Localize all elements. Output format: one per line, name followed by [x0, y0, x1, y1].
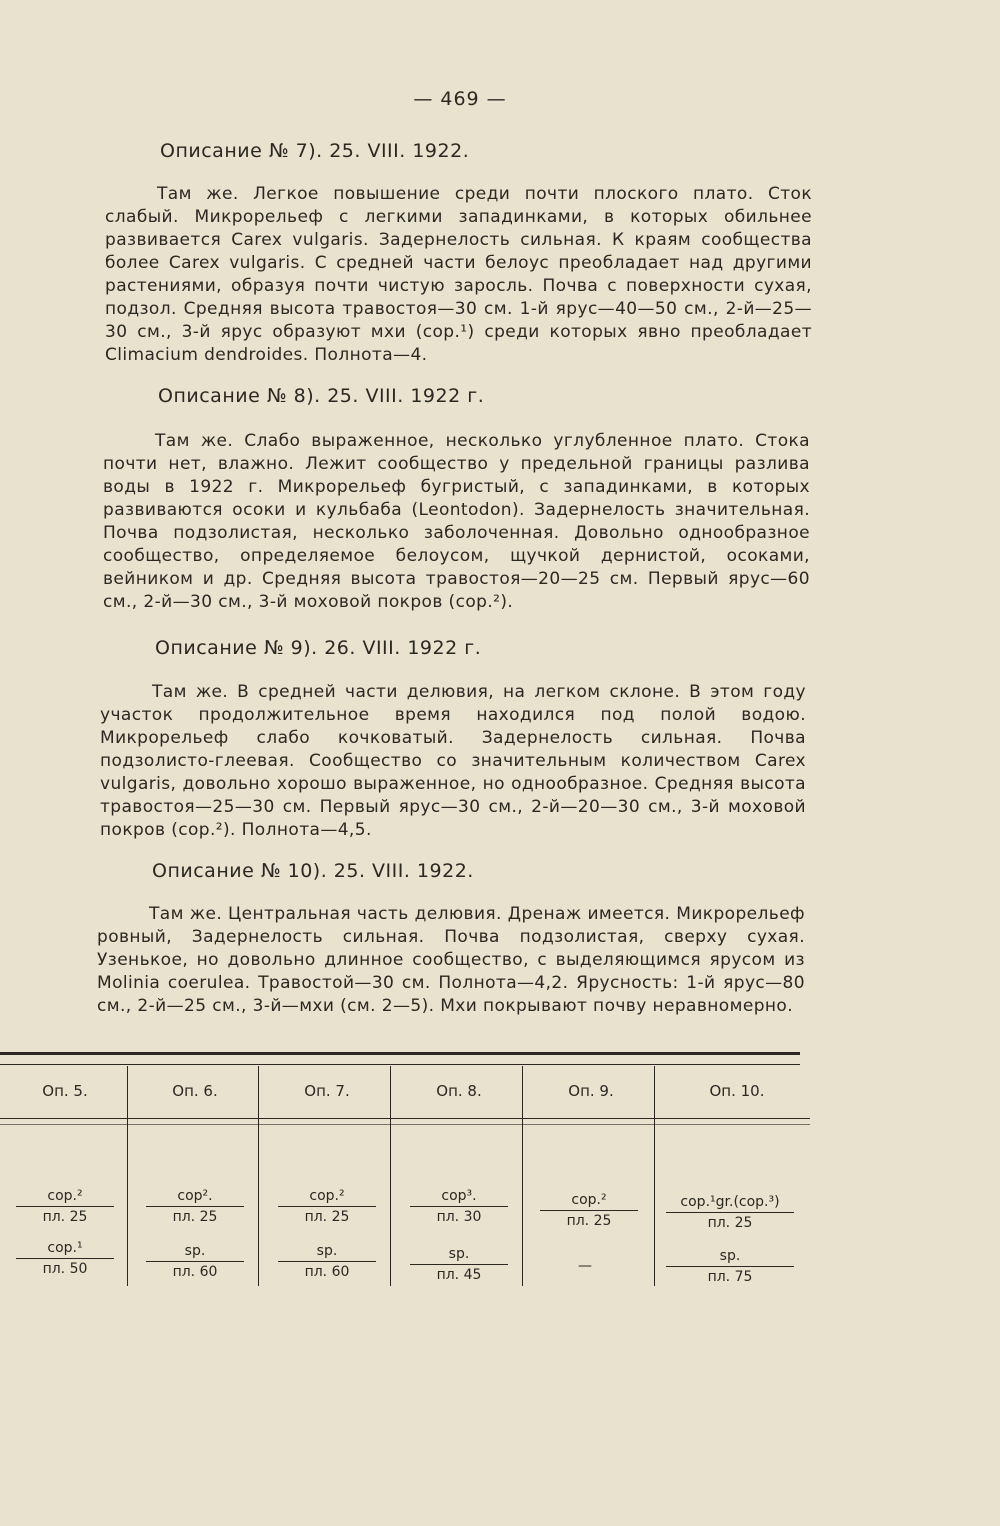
empty-cell-dash: — — [578, 1258, 592, 1274]
description-heading: Описание № 8). 25. VIII. 1922 г. — [158, 385, 485, 407]
cell-coverage: пл. 75 — [707, 1269, 753, 1285]
table-top-rule — [0, 1052, 800, 1055]
column-header: Оп. 8. — [436, 1082, 482, 1100]
cell-abundance: cop.² — [571, 1192, 607, 1208]
table-cell — [394, 1188, 524, 1225]
description-text: Там же. В средней части делювия, на легком склоне. В этом году участок продолжительное время находился под полой водою. Микрорельеф слабо кочковатый. Задернелость сильная. Почва подзолисто-глеевая. Сообщество со значительным количеством Carex vulgaris, довольно хорошо выраженное, но однообразное. Средняя высота травостоя—25—30 см. Первый ярус—30 см., 2-й—20—30 см., 3-й моховой покров (сор.²). Полнота—4,5. — [100, 682, 806, 840]
cell-abundance: sp. — [448, 1246, 470, 1262]
description-text: Там же. Центральная часть делювия. Дренаж имеется. Микрорельеф ровный, Задернелость сильная. Почва подзолистая, сверху сухая. Узенькое, но довольно длинное сообщество, с выделяющимся ярусом из Molinia coerulea. Травостой—30 см. Полнота—4,2. Ярусность: 1-й ярус—80 см., 2-й—25 см., 3-й—мхи (см. 2—5). Мхи покрывают почву неравномерно. — [97, 904, 805, 1016]
description-text: Там же. Слабо выраженное, несколько углубленное плато. Стока почти нет, влажно. Лежит сообщество у предельной границы разлива воды в 1922 г. Микрорельеф бугристый, с западинками, в которых развиваются осоки и кульбаба (Leontodon). Задернелость значительная. Почва подзолистая, несколько заболоченная. Довольно однообразное сообщество, определяемое белоусом, щучкой дернистой, осоками, вейником и др. Средняя высота травостоя—20—25 см. Первый ярус—60 см., 2-й—30 см., 3-й моховой покров (сор.²). — [103, 431, 810, 612]
description-heading: Описание № 9). 26. VIII. 1922 г. — [155, 637, 482, 659]
table-cell — [262, 1243, 392, 1280]
table-cell — [262, 1188, 392, 1225]
cell-coverage: пл. 45 — [436, 1267, 482, 1283]
column-header: Оп. 6. — [172, 1082, 218, 1100]
cell-abundance: cop³. — [441, 1188, 477, 1204]
column-header: Оп. 7. — [304, 1082, 350, 1100]
column-header: Оп. 5. — [42, 1082, 88, 1100]
cell-abundance: sp. — [184, 1243, 206, 1259]
column-header: Оп. 9. — [568, 1082, 614, 1100]
description-heading: Описание № 10). 25. VIII. 1922. — [152, 860, 474, 882]
column-header: Оп. 10. — [709, 1082, 765, 1100]
cell-abundance: cop.² — [47, 1188, 83, 1204]
cell-coverage: пл. 25 — [304, 1209, 350, 1225]
table-header-rule — [0, 1118, 810, 1119]
description-text: Там же. Легкое повышение среди почти плоского плато. Сток слабый. Микрорельеф с легкими западинками, в которых обильнее развивается Carex vulgaris. Задернелость сильная. К краям сообщества более Carex vulgaris. С средней части белоус преобладает над другими растениями, образуя почти чистую заросль. Почва с поверхности сухая, подзол. Средняя высота травостоя—30 см. 1-й ярус—40—50 см., 2-й—25—30 см., 3-й ярус образуют мхи (сор.¹) среди которых явно преобладает Climacium dendroides. Полнота—4. — [105, 184, 812, 365]
cell-coverage: пл. 25 — [707, 1215, 753, 1231]
cell-coverage: пл. 60 — [304, 1264, 350, 1280]
table-top-rule-thin — [0, 1064, 800, 1065]
table-cell — [650, 1248, 810, 1285]
cell-abundance: cop.¹gr.(cop.³) — [680, 1194, 780, 1210]
cell-coverage: пл. 25 — [42, 1209, 88, 1225]
cell-abundance: cop.¹ — [47, 1240, 83, 1256]
table-cell — [650, 1194, 810, 1231]
table-cell — [130, 1243, 260, 1280]
cell-coverage: пл. 50 — [42, 1261, 88, 1277]
cell-abundance: cop.² — [309, 1188, 345, 1204]
table-cell — [524, 1192, 654, 1229]
table-cell — [130, 1188, 260, 1225]
table-cell — [394, 1246, 524, 1283]
cell-coverage: пл. 60 — [172, 1264, 218, 1280]
cell-coverage: пл. 25 — [566, 1213, 612, 1229]
table-cell — [0, 1240, 130, 1277]
cell-coverage: пл. 25 — [172, 1209, 218, 1225]
page-number: — 469 — — [413, 88, 507, 110]
cell-coverage: пл. 30 — [436, 1209, 482, 1225]
description-heading: Описание № 7). 25. VIII. 1922. — [160, 140, 470, 162]
cell-abundance: cop². — [177, 1188, 213, 1204]
table-header-rule-2 — [0, 1124, 810, 1125]
table-cell — [0, 1188, 130, 1225]
cell-abundance: sp. — [719, 1248, 741, 1264]
cell-abundance: sp. — [316, 1243, 338, 1259]
